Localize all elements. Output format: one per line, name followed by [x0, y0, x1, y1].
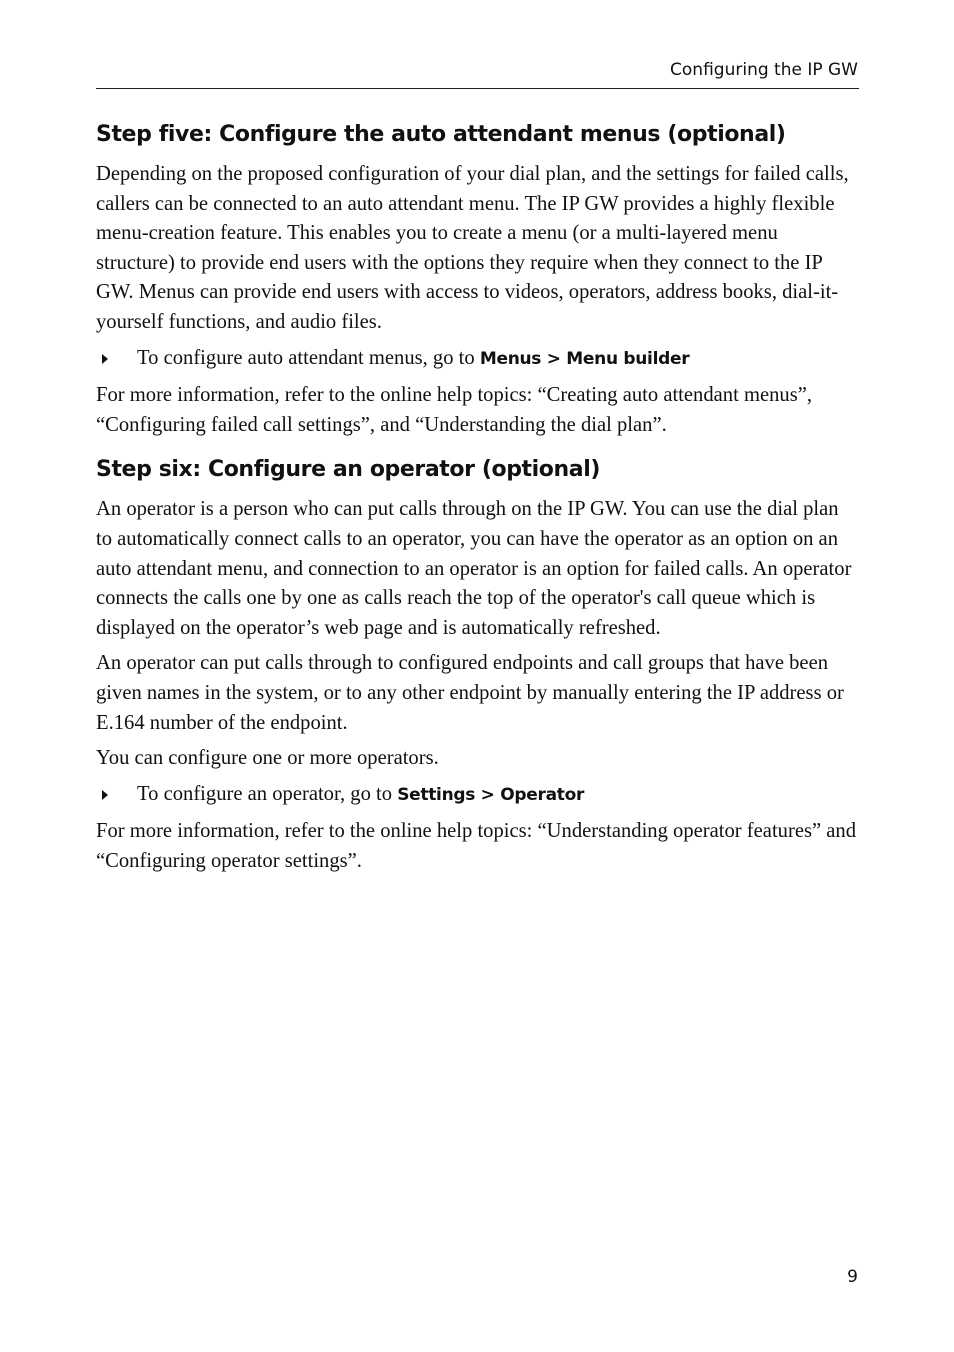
- page-content: [96, 119, 858, 882]
- paragraph-operator-intro: An operator is a person who can put calls through on the IP GW. You can use the dial plan to automatically connect calls to an operator, you can have the operator as an option on an auto attendant menu, and connection to an operator is an option for failed calls. An operator connects the calls one by one as calls reach the top of the operator's call queue which is displayed on the operator’s web page and is automatically refreshed.: [96, 498, 852, 639]
- section-step-six: [96, 454, 858, 876]
- paragraph-auto-attendant-intro: Depending on the proposed configuration of your dial plan, and the settings for failed calls, callers can be connected to an auto attendant menu. The IP GW provides a highly flexible menu-creation feature. This enables you to create a menu (or a multi-layered menu structure) to provide end users with the options they require when they connect to the IP GW. Menus can provide end users with access to videos, operators, address books, dial-it-yourself functions, and audio files.: [96, 163, 849, 333]
- section-heading-step-six: Step six: Configure an operator (optional): [96, 457, 601, 483]
- section-heading-step-five: Step five: Configure the auto attendant menus (optional): [96, 122, 786, 147]
- paragraph-more-info-menus: For more information, refer to the online help topics: “Creating auto attendant menus”, “Configuring failed call settings”, and “Understanding the dial plan”.: [96, 384, 812, 436]
- triangle-bullet-icon: [102, 354, 108, 364]
- menu-path: Menus > Menu builder: [479, 348, 690, 369]
- menu-path: Settings > Operator: [397, 784, 585, 805]
- paragraph-more-info-operator: For more information, refer to the online help topics: “Understanding operator features” and “Configuring operator settings”.: [96, 820, 856, 872]
- triangle-bullet-icon: [102, 790, 108, 800]
- instruction-text: To configure an operator, go to: [137, 782, 398, 805]
- header-rule: [96, 88, 859, 89]
- instruction-operator: [96, 780, 858, 811]
- running-header: Configuring the IP GW: [670, 60, 858, 80]
- page-number: 9: [847, 1267, 858, 1287]
- instruction-auto-attendant: [96, 344, 858, 375]
- paragraph-operator-calls: An operator can put calls through to configured endpoints and call groups that have been given names in the system, or to any other endpoint by manually entering the IP address or E.164 number of the endpoint.: [96, 652, 844, 734]
- section-step-five: [96, 119, 858, 440]
- instruction-text: To configure auto attendant menus, go to: [137, 346, 480, 369]
- paragraph-operator-count: You can configure one or more operators.: [96, 747, 439, 770]
